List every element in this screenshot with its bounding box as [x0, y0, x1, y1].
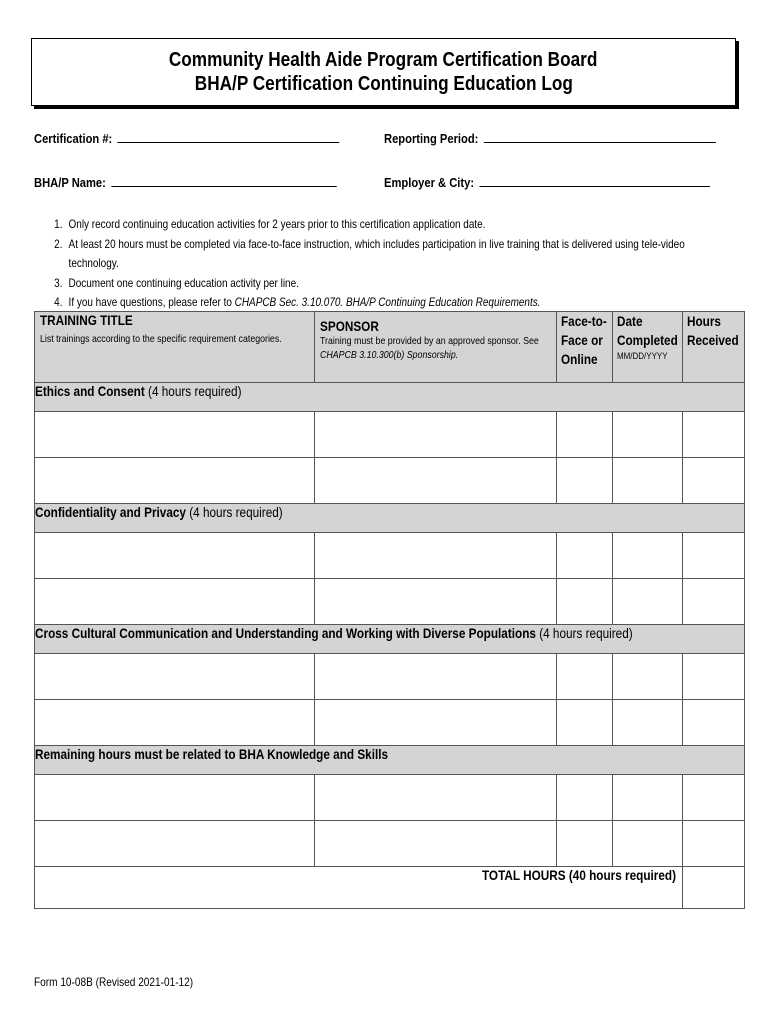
entry-cell[interactable]	[613, 533, 683, 579]
certification-field[interactable]	[34, 130, 339, 146]
entry-cell[interactable]	[35, 775, 315, 821]
entry-cell[interactable]	[683, 458, 745, 504]
category-name: Remaining hours must be related to BHA Knowledge and Skills	[35, 746, 389, 762]
certification-label: Certification #:	[34, 131, 113, 146]
instruction-item: 2. At least 20 hours must be completed via face-to-face instruction, which includes participation in live training that is delivered using tele-video technology.	[65, 235, 696, 274]
instruction-item: 3. Document one continuing education activity per line.	[65, 274, 696, 294]
training-title-subtext: List trainings according to the specific requirement categories.	[40, 333, 282, 345]
table-row	[35, 458, 745, 504]
hours-heading-1: Hours	[687, 313, 721, 329]
reporting-period-field[interactable]	[384, 130, 716, 146]
category-row-ethics	[35, 383, 745, 412]
face-heading-3: Online	[561, 351, 598, 367]
entry-cell[interactable]	[35, 458, 315, 504]
entry-cell[interactable]	[683, 700, 745, 746]
category-row-confidentiality	[35, 504, 745, 533]
employer-city-input-line[interactable]	[479, 174, 709, 187]
sponsor-subtext-1: Training must be provided by an approved sponsor. See	[320, 335, 539, 347]
entry-cell[interactable]	[613, 654, 683, 700]
entry-cell[interactable]	[315, 700, 557, 746]
employer-city-label: Employer & City:	[384, 175, 475, 190]
col-hours-received	[683, 312, 745, 383]
certification-input-line[interactable]	[117, 130, 339, 143]
entry-cell[interactable]	[557, 579, 613, 625]
table-row	[35, 579, 745, 625]
entry-cell[interactable]	[683, 412, 745, 458]
face-heading-1: Face-to-	[561, 313, 607, 329]
entry-cell[interactable]	[35, 533, 315, 579]
entry-cell[interactable]	[35, 700, 315, 746]
entry-cell[interactable]	[613, 775, 683, 821]
table-row	[35, 821, 745, 867]
entry-cell[interactable]	[557, 821, 613, 867]
col-sponsor	[315, 312, 557, 383]
entry-cell[interactable]	[683, 775, 745, 821]
instruction-reference: CHAPCB Sec. 3.10.070. BHA/P Continuing Education Requirements.	[234, 295, 541, 309]
entry-cell[interactable]	[613, 579, 683, 625]
total-hours-input[interactable]	[683, 867, 745, 909]
face-heading-2: Face or	[561, 332, 603, 348]
entry-cell[interactable]	[557, 533, 613, 579]
entry-cell[interactable]	[557, 654, 613, 700]
entry-cell[interactable]	[315, 654, 557, 700]
table-row	[35, 775, 745, 821]
hours-heading-2: Received	[687, 332, 739, 348]
entry-cell[interactable]	[613, 821, 683, 867]
table-row	[35, 654, 745, 700]
instruction-item: 1. Only record continuing education activities for 2 years prior to this certification application date.	[65, 215, 696, 235]
category-row-bha-knowledge	[35, 746, 745, 775]
entry-cell[interactable]	[683, 654, 745, 700]
entry-cell[interactable]	[315, 458, 557, 504]
entry-cell[interactable]	[557, 775, 613, 821]
entry-cell[interactable]	[315, 821, 557, 867]
total-hours-row	[35, 867, 745, 909]
col-date-completed	[613, 312, 683, 383]
form-revision-footer: Form 10-08B (Revised 2021-01-12)	[34, 975, 194, 989]
entry-cell[interactable]	[315, 533, 557, 579]
date-heading-1: Date	[617, 313, 643, 329]
date-heading-2: Completed	[617, 332, 678, 348]
entry-cell[interactable]	[35, 412, 315, 458]
category-name: Cross Cultural Communication and Understanding and Working with Diverse Populations	[35, 625, 536, 641]
table-header-row	[35, 312, 745, 383]
total-hours-label-cell	[35, 867, 683, 909]
form-title-line2: BHA/P Certification Continuing Education Log	[194, 73, 573, 95]
category-name: Ethics and Consent	[35, 383, 145, 399]
category-name: Confidentiality and Privacy	[35, 504, 186, 520]
entry-cell[interactable]	[613, 458, 683, 504]
category-requirement: (4 hours required)	[185, 504, 283, 520]
continuing-education-log-table	[34, 311, 745, 909]
total-hours-label: TOTAL HOURS (40 hours required)	[481, 867, 676, 883]
reporting-period-label: Reporting Period:	[384, 131, 479, 146]
form-title-box	[31, 38, 736, 106]
bhap-name-label: BHA/P Name:	[34, 175, 106, 190]
entry-cell[interactable]	[613, 700, 683, 746]
entry-cell[interactable]	[315, 775, 557, 821]
sponsor-subtext-2: CHAPCB 3.10.300(b) Sponsorship.	[320, 349, 459, 361]
table-row	[35, 533, 745, 579]
bhap-name-field[interactable]	[34, 174, 336, 190]
entry-cell[interactable]	[557, 700, 613, 746]
entry-cell[interactable]	[35, 654, 315, 700]
entry-cell[interactable]	[35, 579, 315, 625]
entry-cell[interactable]	[557, 458, 613, 504]
form-title-line1: Community Health Aide Program Certification Board	[169, 49, 598, 71]
instructions-list	[42, 215, 696, 313]
entry-cell[interactable]	[35, 821, 315, 867]
entry-cell[interactable]	[557, 412, 613, 458]
col-face-to-face	[557, 312, 613, 383]
reporting-period-input-line[interactable]	[484, 130, 716, 143]
entry-cell[interactable]	[683, 821, 745, 867]
category-requirement: (4 hours required)	[144, 383, 242, 399]
entry-cell[interactable]	[315, 412, 557, 458]
bhap-name-input-line[interactable]	[111, 174, 336, 187]
entry-cell[interactable]	[683, 579, 745, 625]
sponsor-heading: SPONSOR	[320, 318, 379, 334]
table-row	[35, 412, 745, 458]
entry-cell[interactable]	[683, 533, 745, 579]
instruction-text: If you have questions, please refer to	[68, 295, 235, 309]
instruction-item	[65, 293, 696, 313]
category-requirement: (4 hours required)	[535, 625, 633, 641]
category-row-cross-cultural	[35, 625, 745, 654]
entry-cell[interactable]	[315, 579, 557, 625]
col-training-title	[35, 312, 315, 383]
date-format-hint: MM/DD/YYYY	[617, 351, 668, 362]
entry-cell[interactable]	[613, 412, 683, 458]
employer-city-field[interactable]	[384, 174, 710, 190]
table-row	[35, 700, 745, 746]
training-title-heading: TRAINING TITLE	[40, 312, 133, 328]
